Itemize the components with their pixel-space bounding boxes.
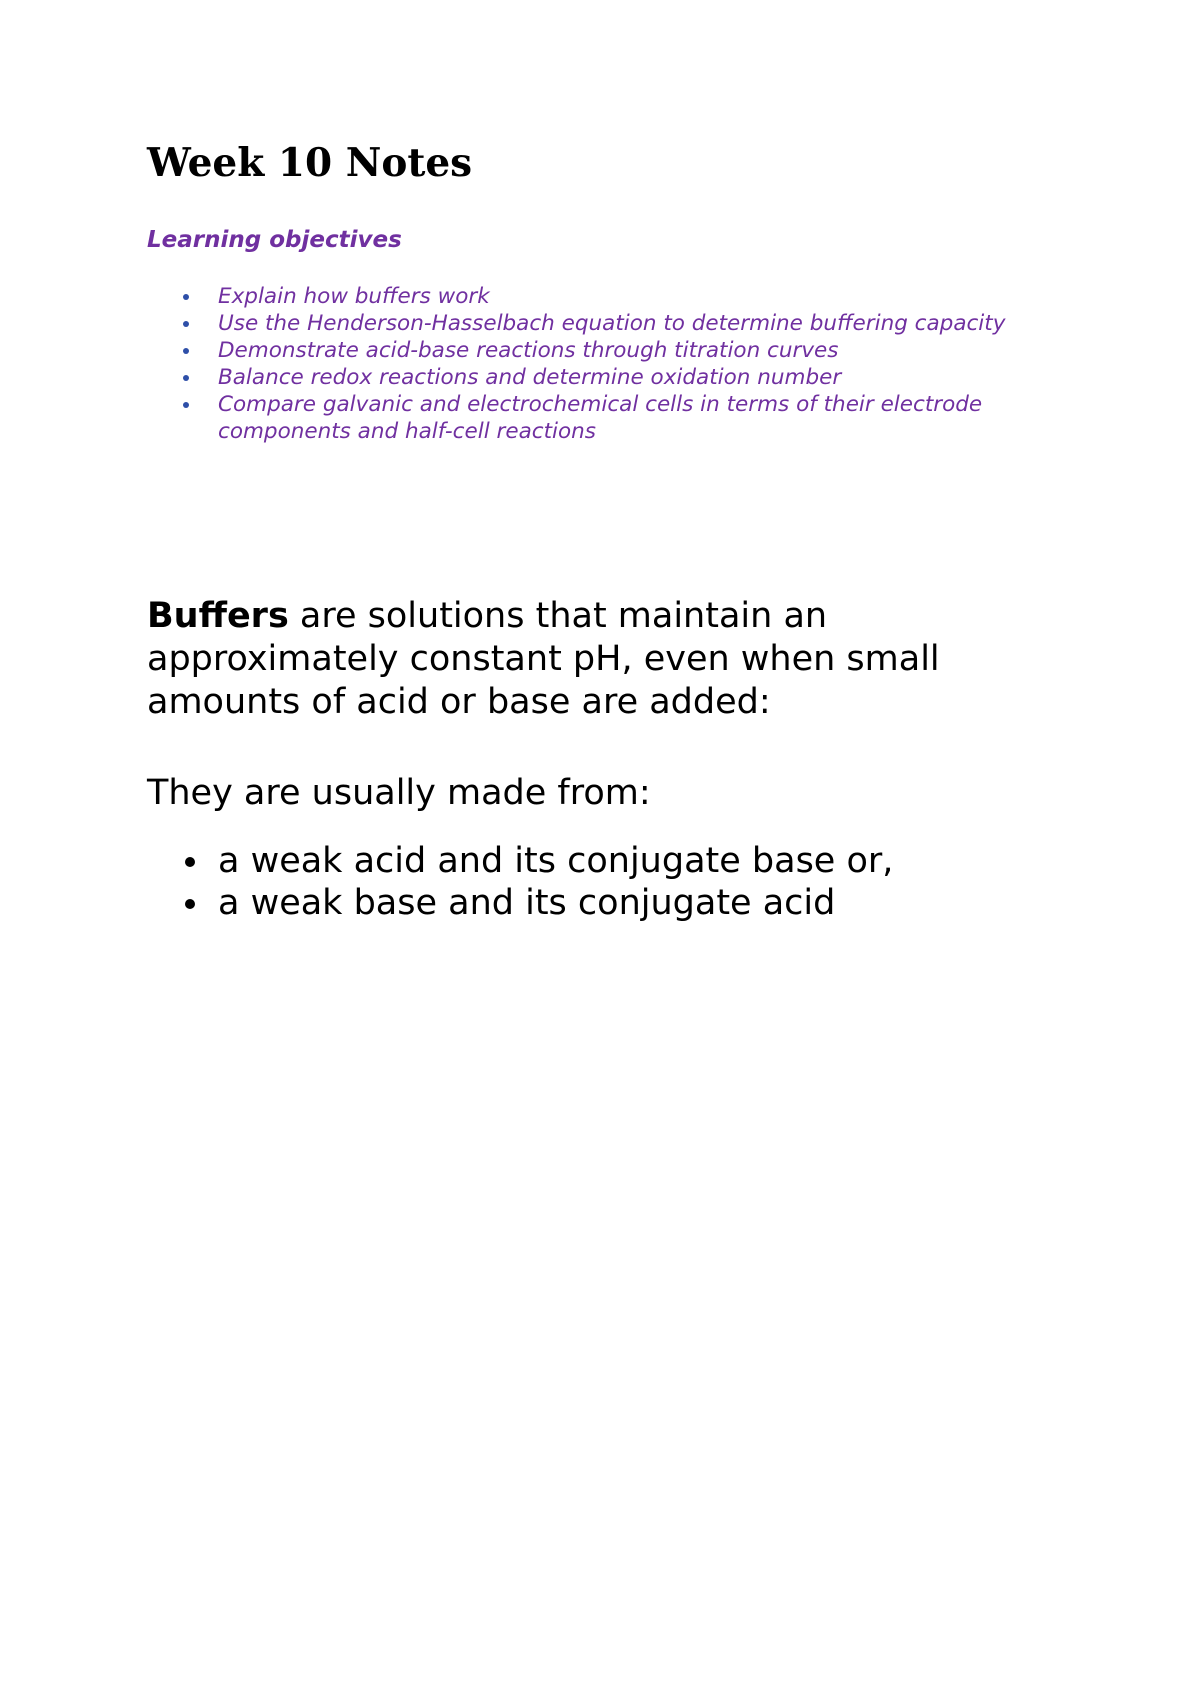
bullet-icon xyxy=(183,294,189,300)
bullet-icon xyxy=(183,348,189,354)
learning-objectives-list xyxy=(147,283,1087,445)
bullet-icon xyxy=(185,857,195,867)
made-from-item xyxy=(147,840,1087,882)
objective-item xyxy=(147,310,1088,337)
objective-item xyxy=(147,364,1088,391)
buffers-definition-text: are solutions that maintain an approximately constant pH, even when small amounts of acid or base are added: xyxy=(147,596,940,723)
made-from-intro: They are usually made from: xyxy=(147,773,651,814)
buffers-definition xyxy=(147,595,1027,724)
objective-text: Explain how buffers work xyxy=(218,284,490,310)
learning-objectives-heading: Learning objectives xyxy=(147,226,402,253)
objective-text: Use the Henderson-Hasselbach equation to determine buffering capacity xyxy=(218,311,1006,337)
made-from-list xyxy=(147,840,1087,924)
bullet-icon xyxy=(183,321,189,327)
bullet-icon xyxy=(183,375,189,381)
made-from-item xyxy=(147,882,1087,924)
objective-text: Demonstrate acid-base reactions through titration curves xyxy=(218,338,839,364)
made-from-text: a weak acid and its conjugate base or, xyxy=(218,841,894,882)
objective-text: Compare galvanic and electrochemical cells in terms of their electrode components and half-cell reactions xyxy=(218,392,983,445)
bullet-icon xyxy=(185,899,195,909)
objective-text: Balance redox reactions and determine oxidation number xyxy=(218,365,842,391)
objective-item xyxy=(147,283,1088,310)
bullet-icon xyxy=(183,402,189,408)
objective-item xyxy=(147,337,1088,364)
buffers-term: Buffers xyxy=(147,596,289,637)
document-content xyxy=(147,140,1087,924)
objective-item xyxy=(147,391,1088,445)
document-title: Week 10 Notes xyxy=(147,140,473,186)
made-from-text: a weak base and its conjugate acid xyxy=(218,883,836,924)
